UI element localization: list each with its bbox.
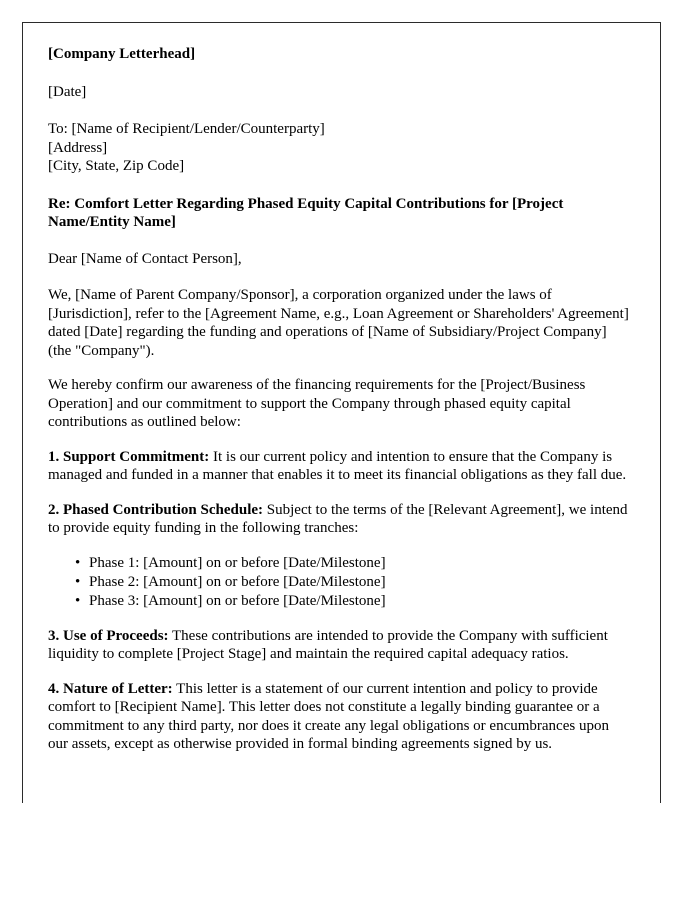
bullet-icon: • <box>75 573 81 590</box>
recipient-address-block <box>48 120 632 176</box>
confirmation-paragraph: We hereby confirm our awareness of the financing requirements for the [Project/Business Operation] and our commitment to support the Company through phased equity capital contributions as outlined below: <box>48 377 586 430</box>
bullet-icon: • <box>75 554 81 571</box>
clause-heading-use-of-proceeds: 3. Use of Proceeds: <box>48 627 169 644</box>
clause-phased-contribution-schedule <box>48 501 632 538</box>
clause-heading-support-commitment: 1. Support Commitment: <box>48 448 210 465</box>
clause-nature-of-letter <box>48 680 632 754</box>
date-line: [Date] <box>48 83 87 100</box>
salutation: Dear [Name of Contact Person], <box>48 250 242 267</box>
clause-use-of-proceeds <box>48 627 632 664</box>
recipient-address-line: [Address] <box>48 139 108 156</box>
clause-text-use-of-proceeds: These contributions are intended to provide the Company with sufficient liquidity to complete [Project Stage] and maintain the required capital adequacy ratios. <box>48 627 608 662</box>
tranche-item-label: Phase 2: [Amount] on or before [Date/Milestone] <box>89 573 386 590</box>
tranche-item-label: Phase 1: [Amount] on or before [Date/Milestone] <box>89 554 386 571</box>
clause-support-commitment <box>48 448 632 485</box>
opening-paragraph: We, [Name of Parent Company/Sponsor], a corporation organized under the laws of [Jurisdiction], refer to the [Agreement Name, e.g., Loan Agreement or Shareholders' Agreement] dated [Date] regarding the funding and operations of [Name of Subsidiary/Project Company] (the "Company"). <box>48 287 629 359</box>
clause-text-phased-contribution-schedule: Subject to the terms of the [Relevant Agreement], we intend to provide equity funding in the following tranches: <box>48 501 628 536</box>
recipient-to-line: To: [Name of Recipient/Lender/Counterparty] <box>48 121 325 137</box>
company-letterhead: [Company Letterhead] <box>48 46 196 62</box>
clause-heading-nature-of-letter: 4. Nature of Letter: <box>48 680 173 697</box>
subject-line: Re: Comfort Letter Regarding Phased Equity Capital Contributions for [Project Name/Entity Name] <box>48 195 564 230</box>
tranche-list <box>48 554 632 611</box>
bullet-icon: • <box>75 592 81 609</box>
clause-text-support-commitment: It is our current policy and intention to ensure that the Company is managed and funded in a manner that enables it to meet its financial obligations as they fall due. <box>48 448 627 483</box>
clause-text-nature-of-letter: This letter is a statement of our current intention and policy to provide comfort to [Recipient Name]. This letter does not constitute a legally binding guarantee or a commitment to any third party, nor does it create any legal obligations or encumbrances upon our assets, except as otherwise provided in formal binding agreements signed by us. <box>48 680 609 752</box>
tranche-item-label: Phase 3: [Amount] on or before [Date/Milestone] <box>89 592 386 609</box>
list-item <box>48 573 632 592</box>
list-item <box>48 592 632 611</box>
list-item <box>48 554 632 573</box>
recipient-city-state-zip: [City, State, Zip Code] <box>48 158 185 174</box>
clause-heading-phased-contribution-schedule: 2. Phased Contribution Schedule: <box>48 501 264 518</box>
letter-content <box>48 45 632 770</box>
